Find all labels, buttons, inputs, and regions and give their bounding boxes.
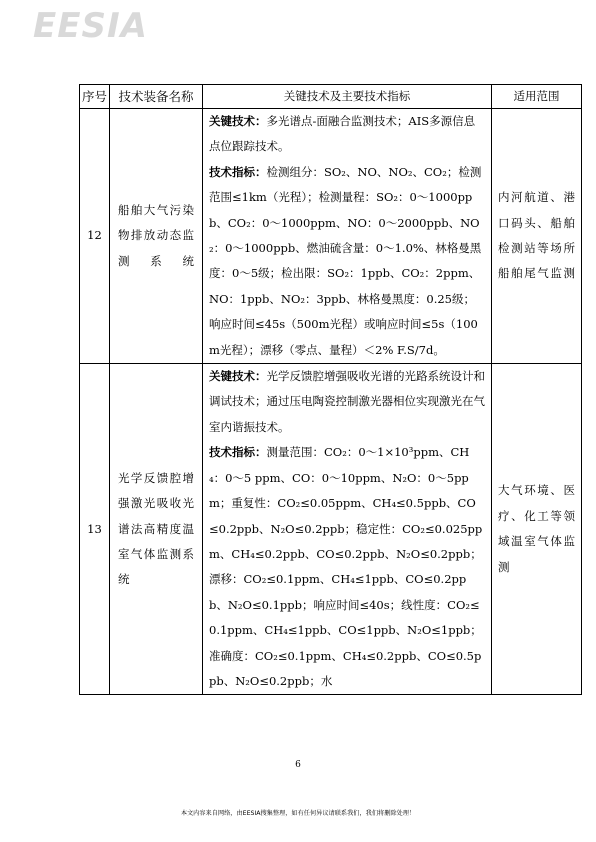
eesia-logo: EESIA <box>33 6 148 46</box>
tech-index-label: 技术指标： <box>209 445 267 460</box>
row-number: 12 <box>80 109 110 364</box>
tech-index-text: 检测组分：SO₂、NO、NO₂、CO₂；检测范围≤1km（光程）；检测量程：SO₂：0～1000ppb、CO₂：0～1000ppm、NO：0～2000ppb、NO₂：0～1000ppb、燃油硫含量：0～1.0%、林格曼黑度：0～5级；检出限：SO₂：1ppb、CO₂：2ppm、NO：1ppb、NO₂：3ppb、林格曼黑度：0.25级；响应时间≤45s（500m光程）或响应时间≤5s（100m光程）；漂移（零点、量程）＜2% F.S/7d。 <box>209 164 482 357</box>
key-tech-text: 光学反馈腔增强吸收光谱的光路系统设计和调试技术；通过压电陶瓷控制激光器相位实现激光在气室内谐振技术。 <box>209 369 485 434</box>
application-scope: 内河航道、港口码头、船舶检测站等场所船舶尾气监测 <box>492 109 582 364</box>
technology-table <box>79 84 582 695</box>
table-row <box>80 109 582 364</box>
header-no: 序号 <box>80 85 110 109</box>
key-tech-label: 关键技术： <box>209 369 267 384</box>
key-tech-text: 多光谱点-面融合监测技术；AIS多源信息点位跟踪技术。 <box>209 114 476 154</box>
header-spec: 关键技术及主要技术指标 <box>203 85 492 109</box>
row-number: 13 <box>80 364 110 695</box>
equipment-name: 光学反馈腔增强激光吸收光谱法高精度温室气体监测系统 <box>110 364 203 695</box>
table-row <box>80 364 582 695</box>
equipment-name: 船舶大气污染物排放动态监测系统 <box>110 109 203 364</box>
application-scope: 大气环境、医疗、化工等领域温室气体监测 <box>492 364 582 695</box>
table-header-row <box>80 85 582 109</box>
header-scope: 适用范围 <box>492 85 582 109</box>
header-name: 技术装备名称 <box>110 85 203 109</box>
tech-spec-cell <box>203 364 492 695</box>
tech-index-label: 技术指标： <box>209 164 267 179</box>
footer-disclaimer: 本文内容来自网络，由EESIA搜集整理，如有任何异议请联系我们，我们将删除处理！ <box>180 810 416 817</box>
tech-spec-cell <box>203 109 492 364</box>
tech-index-text: 测量范围：CO₂：0～1×10³ppm、CH₄：0～5 ppm、CO：0～10ppm、N₂O：0～5ppm；重复性：CO₂≤0.05ppm、CH₄≤0.5ppb、CO≤0.2ppb、N₂O≤0.2ppb；稳定性：CO₂≤0.025ppm、CH₄≤0.2ppb、CO≤0.2ppb、N₂O≤0.2ppb；漂移：CO₂≤0.1ppm、CH₄≤1ppb、CO≤0.2ppb、N₂O≤0.1ppb；响应时间≤40s；线性度：CO₂≤0.1ppm、CH₄≤1ppb、CO≤1ppb、N₂O≤1ppb；准确度：CO₂≤0.1ppm、CH₄≤0.2ppb、CO≤0.5ppb、N₂O≤0.2ppb；水 <box>209 445 483 688</box>
key-tech-label: 关键技术： <box>209 114 267 128</box>
page-number: 6 <box>295 760 301 770</box>
